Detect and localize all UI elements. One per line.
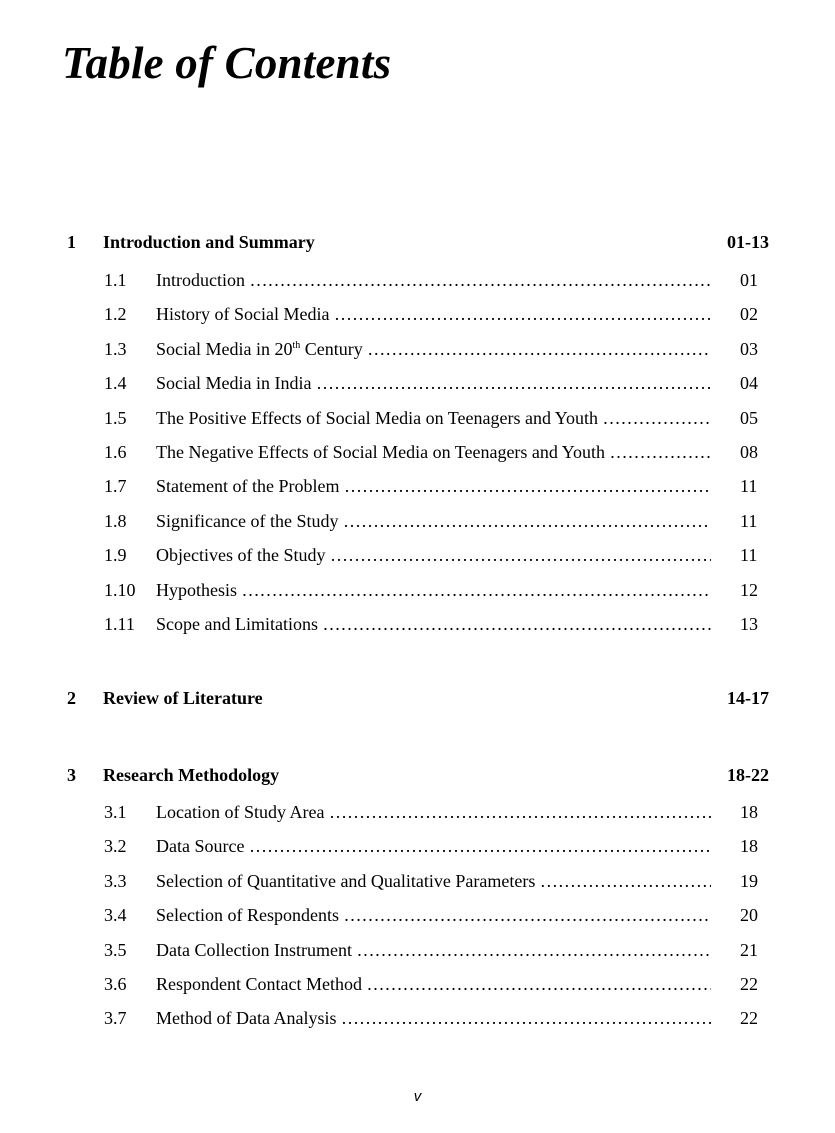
toc-entry xyxy=(0,511,835,545)
section-title-text: Century xyxy=(300,338,363,359)
section-page: 05 xyxy=(740,407,758,428)
section-number: 3.4 xyxy=(104,905,127,926)
section-title: Respondent Contact Method ……………………………………………………………………………………………………………………………………………………………… xyxy=(156,974,711,994)
ordinal-superscript: th xyxy=(292,339,301,351)
section-number: 1.10 xyxy=(104,579,136,600)
section-page: 12 xyxy=(740,579,758,600)
section-page: 02 xyxy=(740,304,758,325)
section-title: Hypothesis ……………………………………………………………………………………………………………………………………………………………… xyxy=(156,580,711,600)
section-page: 20 xyxy=(740,905,758,926)
toc-entry xyxy=(0,476,835,510)
section-page: 22 xyxy=(740,1008,758,1029)
toc-entry xyxy=(0,408,835,442)
chapter-title: Review of Literature xyxy=(103,688,263,708)
section-title: History of Social Media ……………………………………………………………………………………………………………………………………………………………… xyxy=(156,304,711,324)
section-title: Data Source ……………………………………………………………………………………………………………………………………………………………… xyxy=(156,836,711,856)
section-page: 08 xyxy=(740,441,758,462)
section-number: 1.5 xyxy=(104,407,127,428)
chapter-number: 3 xyxy=(67,765,76,785)
toc-entry xyxy=(0,905,835,939)
section-number: 1.1 xyxy=(104,270,127,290)
section-number: 1.7 xyxy=(104,476,127,497)
toc-entry xyxy=(0,442,835,476)
section-title: Social Media in India ……………………………………………………………………………………………………………………………………………………………… xyxy=(156,373,711,393)
toc-entry xyxy=(0,304,835,338)
toc-entry xyxy=(0,1008,835,1042)
section-number: 3.6 xyxy=(104,973,127,994)
section-page: 11 xyxy=(740,476,758,497)
section-number: 1.4 xyxy=(104,373,127,394)
page-number: v xyxy=(413,1088,422,1105)
chapter-heading-2 xyxy=(0,688,835,708)
section-title: Significance of the Study ……………………………………………………………………………………………………………………………………………………………… xyxy=(156,511,711,531)
section-title: Location of Study Area ……………………………………………………………………………………………………………………………………………………………… xyxy=(156,802,711,822)
section-number: 1.6 xyxy=(104,441,127,462)
section-title: Scope and Limitations ……………………………………………………………………………………………………………………………………………………………… xyxy=(156,614,711,634)
section-number: 3.7 xyxy=(104,1008,127,1029)
section-title: Introduction ……………………………………………………………………………………………………………………………………………………………… xyxy=(156,270,711,290)
section-title: Selection of Quantitative and Qualitative Parameters ……………………………………………………………………………………………………………………………………………………………… xyxy=(156,871,711,891)
section-number: 1.3 xyxy=(104,338,127,359)
section-title: Selection of Respondents ……………………………………………………………………………………………………………………………………………………………… xyxy=(156,905,711,925)
toc-entry xyxy=(0,580,835,614)
section-page: 22 xyxy=(740,973,758,994)
toc-entry xyxy=(0,836,835,870)
section-number: 1.8 xyxy=(104,510,127,531)
chapter-heading-3 xyxy=(0,765,835,785)
section-number: 3.2 xyxy=(104,836,127,857)
section-title: Objectives of the Study ……………………………………………………………………………………………………………………………………………………………… xyxy=(156,545,711,565)
section-title: The Negative Effects of Social Media on Teenagers and Youth ……………………………………………………………………………………………………………………………………………………………… xyxy=(156,442,711,462)
section-number: 3.3 xyxy=(104,870,127,891)
toc-entry xyxy=(0,339,835,373)
section-title-text: Social Media in 20 xyxy=(156,338,293,359)
section-list-chapter-1 xyxy=(0,270,835,648)
page-title: Table of Contents xyxy=(62,38,392,88)
toc-entry xyxy=(0,545,835,579)
section-title: Data Collection Instrument ……………………………………………………………………………………………………………………………………………………………… xyxy=(156,940,711,960)
chapter-heading-1 xyxy=(0,232,835,252)
section-page: 19 xyxy=(740,870,758,891)
chapter-title: Introduction and Summary xyxy=(103,232,315,252)
section-number: 1.11 xyxy=(104,613,135,634)
toc-entry xyxy=(0,871,835,905)
section-number: 3.1 xyxy=(104,802,127,822)
section-page: 11 xyxy=(740,510,758,531)
section-page: 18 xyxy=(740,836,758,857)
section-title xyxy=(156,339,711,359)
section-title: Method of Data Analysis ……………………………………………………………………………………………………………………………………………………………… xyxy=(156,1008,711,1028)
toc-entry xyxy=(0,270,835,304)
section-page: 01 xyxy=(740,270,758,290)
section-page: 21 xyxy=(740,939,758,960)
section-page: 11 xyxy=(740,545,758,566)
toc-entry xyxy=(0,974,835,1008)
toc-entry xyxy=(0,373,835,407)
section-title: Statement of the Problem ……………………………………………………………………………………………………………………………………………………………… xyxy=(156,476,711,496)
section-page: 04 xyxy=(740,373,758,394)
chapter-page-range: 18-22 xyxy=(727,765,769,785)
chapter-page-range: 14-17 xyxy=(727,688,769,708)
chapter-number: 1 xyxy=(67,232,76,252)
chapter-number: 2 xyxy=(67,688,76,708)
toc-entry xyxy=(0,940,835,974)
chapter-page-range: 01-13 xyxy=(727,232,769,252)
section-page: 03 xyxy=(740,338,758,359)
toc-entry xyxy=(0,614,835,648)
section-number: 1.2 xyxy=(104,304,127,325)
section-number: 1.9 xyxy=(104,545,127,566)
section-list-chapter-3 xyxy=(0,802,835,1043)
section-page: 13 xyxy=(740,613,758,634)
chapter-title: Research Methodology xyxy=(103,765,280,785)
section-number: 3.5 xyxy=(104,939,127,960)
toc-entry xyxy=(0,802,835,836)
section-title: The Positive Effects of Social Media on Teenagers and Youth ……………………………………………………………………………………………………………………………………………………………… xyxy=(156,408,711,428)
section-page: 18 xyxy=(740,802,758,822)
